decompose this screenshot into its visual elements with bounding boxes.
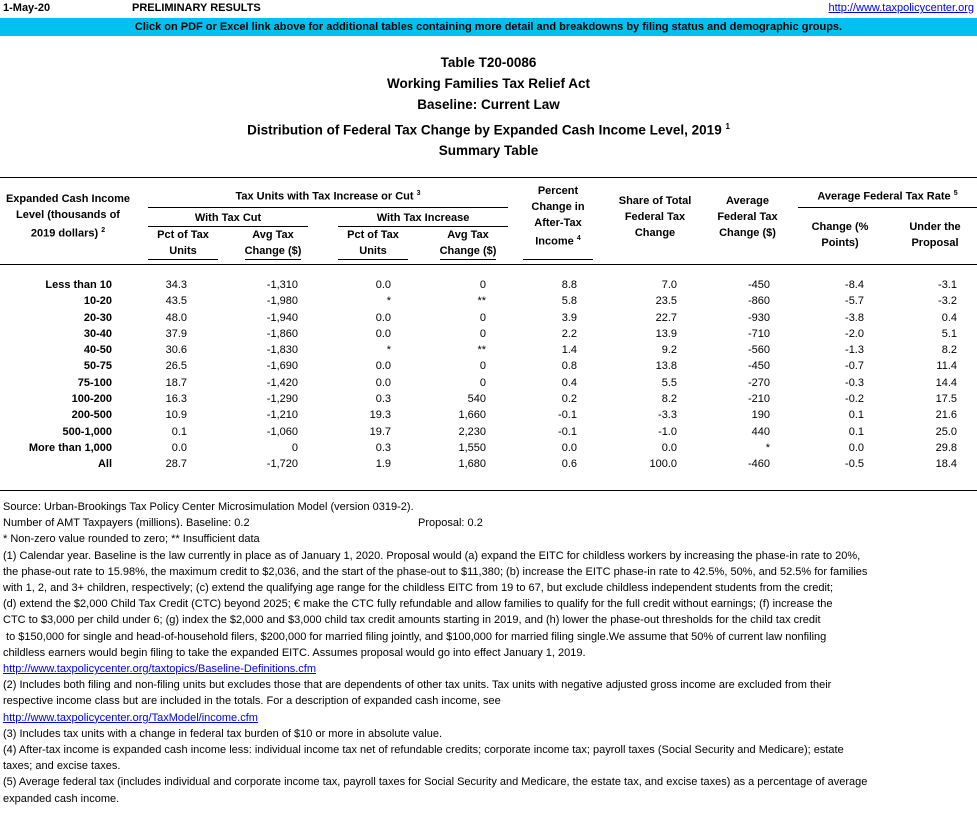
avg-change-header — [710, 193, 785, 241]
table-row — [0, 375, 957, 391]
tax-rate-header — [798, 186, 977, 205]
value-cell-rate-change: -2.0 — [845, 327, 864, 340]
tpc-home-link[interactable]: http://www.taxpolicycenter.org — [828, 2, 974, 14]
value-cell-avg-change: -450 — [747, 279, 770, 291]
note-1-line: with 1, 2, and 3+ children, respectively; (c) extend the qualifying age range for the childless EITC from 19 to 67, but exclude childless independent students from the credit; — [3, 582, 834, 595]
value-cell-share: -1.0 — [658, 425, 677, 438]
table-row — [0, 310, 957, 326]
tax-units-header — [148, 186, 508, 205]
header-text: Tax Units with Tax Increase or Cut — [235, 190, 414, 203]
value-cell-inc-pct: 1.9 — [375, 458, 391, 471]
header-text-part: Income — [535, 235, 574, 248]
value-cell-cut-pct: 30.6 — [165, 344, 187, 357]
value-cell-avg-change: -210 — [747, 393, 770, 406]
value-cell-rate-prop: 17.5 — [935, 393, 957, 406]
footnote-marker: 2 — [101, 227, 106, 234]
value-cell-share: 8.2 — [661, 393, 677, 406]
baseline-title: Baseline: Current Law — [417, 97, 560, 113]
value-cell-share: 7.0 — [661, 279, 677, 291]
summary-title: Summary Table — [438, 143, 539, 159]
header-text: Change in — [531, 201, 585, 213]
value-cell-rate-change: -3.8 — [845, 311, 864, 324]
inc-avg-header — [428, 227, 508, 260]
table-row — [0, 407, 957, 423]
value-cell-inc-pct: 0.0 — [375, 360, 391, 373]
value-cell-inc-avg: 0 — [479, 376, 486, 389]
value-cell-pct-change: 1.4 — [561, 344, 577, 357]
header-text: Pct of Tax — [347, 229, 399, 241]
value-cell-cut-avg: -1,980 — [266, 295, 298, 308]
value-cell-rate-prop: 8.2 — [941, 344, 957, 357]
value-cell-share: 22.7 — [655, 311, 677, 324]
value-cell-cut-avg: -1,720 — [266, 458, 298, 471]
value-cell-rate-prop: 18.4 — [935, 458, 957, 471]
value-cell-cut-pct: 10.9 — [165, 409, 187, 422]
table-bottom-rule — [0, 490, 977, 491]
value-cell-share: 100.0 — [649, 458, 677, 471]
value-cell-share: 13.8 — [655, 360, 677, 373]
value-cell-inc-pct: * — [386, 344, 391, 357]
value-cell-inc-pct: * — [386, 295, 391, 308]
inc-pct-header — [338, 227, 408, 259]
table-row — [0, 424, 957, 440]
income-definition-link[interactable]: http://www.taxpolicycenter.org/TaxModel/income.cfm — [3, 711, 258, 724]
value-cell-rate-prop: 14.4 — [935, 376, 957, 389]
footnote-marker: 4 — [576, 235, 581, 242]
header-text: Change (% — [811, 221, 869, 233]
income-level-cell: 200-500 — [71, 409, 112, 422]
value-cell-share: 5.5 — [661, 376, 677, 389]
value-cell-avg-change: -930 — [747, 311, 770, 324]
income-level-cell: 100-200 — [71, 393, 112, 406]
value-cell-cut-avg: -1,420 — [266, 376, 298, 389]
header-text: Proposal — [911, 237, 959, 249]
header-top-rule — [0, 177, 977, 178]
value-cell-inc-avg: 540 — [467, 393, 486, 406]
value-cell-pct-change: 0.2 — [561, 393, 577, 406]
value-cell-avg-change: 440 — [751, 425, 770, 438]
value-cell-share: 9.2 — [661, 344, 677, 357]
value-cell-cut-avg: -1,060 — [266, 425, 298, 438]
cut-avg-header — [238, 227, 308, 260]
value-cell-inc-avg: 1,660 — [458, 409, 486, 422]
value-cell-cut-pct: 18.7 — [165, 376, 187, 389]
value-cell-rate-change: -1.3 — [845, 344, 864, 357]
header-text: Units — [169, 245, 197, 257]
value-cell-rate-prop: -3.2 — [938, 295, 957, 308]
table-row — [0, 342, 957, 358]
value-cell-inc-avg: 1,550 — [458, 441, 486, 454]
value-cell-inc-avg: ** — [477, 344, 486, 357]
note-1-line: the phase-out rate to 15.98%, the maximum credit to $2,036, and the start of the phase-out to $11,380; (b) increase the EITC phase-in rate to 42.5%, 50%, and 52.5% for families — [3, 565, 868, 578]
value-cell-inc-pct: 0.3 — [375, 393, 391, 406]
header-bottom-rule — [0, 264, 977, 265]
tax-rate-rule — [798, 207, 977, 208]
info-banner: Click on PDF or Excel link above for additional tables containing more detail and breakdowns by filing status and demographic groups. — [0, 18, 977, 36]
value-cell-cut-avg: 0 — [291, 441, 298, 454]
value-cell-pct-change: 8.8 — [561, 279, 577, 291]
cut-pct-rule — [148, 259, 218, 260]
share-header — [605, 193, 705, 241]
table-row — [0, 293, 957, 309]
income-level-header — [0, 191, 136, 242]
rate-change-header — [800, 219, 880, 251]
header-text: Federal Tax — [624, 211, 686, 223]
value-cell-cut-pct: 26.5 — [165, 360, 187, 373]
with-increase-header: With Tax Increase — [376, 212, 470, 224]
value-cell-pct-change: 2.2 — [561, 327, 577, 340]
table-row — [0, 391, 957, 407]
value-cell-cut-avg: -1,940 — [266, 311, 298, 324]
header-text: Change ($) — [440, 243, 497, 260]
note-1-line: CTC to $3,000 per child under 6; (g) index the $2,000 and $3,000 child tax credit amounts starting in 2019, and (h) lower the phase-out thresholds for the child tax credit — [3, 614, 821, 627]
header-text: Pct of Tax — [157, 229, 209, 241]
table-titles — [0, 52, 977, 162]
value-cell-pct-change: 0.0 — [561, 441, 577, 454]
note-4-line: (4) After-tax income is expanded cash income less: individual income tax net of refundable credits; corporate income tax; payroll taxes (Social Security and Medicare); estate — [3, 744, 844, 757]
value-cell-rate-change: -0.2 — [845, 393, 864, 406]
value-cell-pct-change: -0.1 — [558, 425, 577, 438]
value-cell-cut-pct: 48.0 — [165, 311, 187, 324]
value-cell-rate-change: -0.7 — [845, 360, 864, 373]
value-cell-rate-change: 0.1 — [848, 409, 864, 422]
symbol-legend: * Non-zero value rounded to zero; ** Insufficient data — [3, 533, 260, 546]
header-text: Change ($) — [245, 243, 302, 260]
income-level-cell: Less than 10 — [45, 279, 112, 291]
value-cell-rate-change: -0.5 — [845, 458, 864, 471]
value-cell-avg-change: * — [765, 441, 770, 454]
note-2-line: respective income class but are included in the totals. For a description of expanded cash income, see — [3, 695, 501, 708]
table-row — [0, 440, 957, 456]
value-cell-share: 0.0 — [661, 441, 677, 454]
note-1-line: (1) Calendar year. Baseline is the law currently in place as of January 1, 2020. Proposal would (a) expand the EITC for childless workers by increasing the phase-in rate to 20%, — [3, 549, 861, 562]
table-row — [0, 456, 957, 472]
header-text: Percent — [537, 185, 579, 197]
value-cell-inc-pct: 0.0 — [375, 327, 391, 340]
value-cell-rate-change: -0.3 — [845, 376, 864, 389]
value-cell-cut-pct: 28.7 — [165, 458, 187, 471]
note-1-line: (d) extend the $2,000 Child Tax Credit (CTC) beyond 2025; € make the CTC fully refundable and allow families to qualify for the full credit without earnings; (f) increase the — [3, 598, 833, 611]
footnote-marker: 5 — [953, 190, 958, 197]
pct-change-rule — [523, 259, 593, 260]
table-row — [0, 326, 957, 342]
value-cell-inc-avg: 0 — [479, 279, 486, 291]
value-cell-rate-change: -5.7 — [845, 295, 864, 308]
report-date: 1-May-20 — [3, 2, 51, 14]
header-text: Change ($) — [719, 227, 776, 239]
pct-change-header — [523, 183, 593, 250]
value-cell-inc-pct: 0.0 — [375, 376, 391, 389]
value-cell-avg-change: 190 — [751, 409, 770, 422]
value-cell-rate-prop: 21.6 — [935, 409, 957, 422]
baseline-definitions-link[interactable]: http://www.taxpolicycenter.org/taxtopics/Baseline-Definitions.cfm — [3, 663, 317, 676]
value-cell-pct-change: 0.8 — [561, 360, 577, 373]
header-text: Points) — [821, 237, 859, 249]
note-2-line: (2) Includes both filing and non-filing units but excludes those that are dependents of other tax units. Tax units with negative adjusted gross income are excluded from their — [3, 679, 832, 692]
value-cell-inc-pct: 0.0 — [375, 279, 391, 291]
note-4-line: taxes; and excise taxes. — [3, 760, 121, 773]
note-3: (3) Includes tax units with a change in federal tax burden of $10 or more in absolute value. — [3, 727, 443, 740]
value-cell-share: -3.3 — [658, 409, 677, 422]
footnote-marker: 3 — [416, 190, 421, 197]
income-level-cell: 50-75 — [83, 360, 112, 373]
note-5-line: (5) Average federal tax (includes individual and corporate income tax, payroll taxes for Social Security and Medicare, the estate tax, and excise taxes) as a percentage of average — [3, 776, 868, 789]
value-cell-cut-pct: 0.1 — [171, 425, 187, 438]
distribution-title-text: Distribution of Federal Tax Change by Expanded Cash Income Level, 2019 — [247, 122, 722, 138]
value-cell-avg-change: -450 — [747, 360, 770, 373]
amt-baseline: Number of AMT Taxpayers (millions). Baseline: 0.2 — [3, 517, 250, 530]
value-cell-pct-change: 0.6 — [561, 458, 577, 471]
value-cell-cut-avg: -1,210 — [266, 409, 298, 422]
note-1-line: childless earners would begin filing to take the expanded EITC. Assumes proposal would go into effect January 1, 2019. — [3, 646, 586, 659]
value-cell-rate-change: 0.1 — [848, 425, 864, 438]
value-cell-rate-change: -8.4 — [845, 279, 864, 291]
value-cell-share: 13.9 — [655, 327, 677, 340]
value-cell-avg-change: -710 — [747, 327, 770, 340]
value-cell-rate-prop: 5.1 — [941, 327, 957, 340]
table-row — [0, 358, 957, 374]
distribution-title — [0, 116, 977, 141]
amt-proposal: Proposal: 0.2 — [418, 517, 483, 530]
amt-note — [3, 515, 975, 531]
act-name: Working Families Tax Relief Act — [386, 76, 591, 92]
value-cell-rate-prop: 11.4 — [936, 360, 957, 373]
table-row — [0, 277, 957, 293]
header-text: Level (thousands of — [16, 209, 120, 221]
value-cell-inc-pct: 19.3 — [369, 409, 391, 422]
header-text-part: 2019 dollars) — [30, 227, 99, 240]
value-cell-inc-pct: 0.0 — [375, 311, 391, 324]
income-level-cell: 30-40 — [83, 327, 112, 340]
with-cut-header: With Tax Cut — [194, 212, 262, 224]
footnotes — [3, 499, 975, 807]
income-level-cell: All — [97, 458, 112, 471]
header-text: Change — [634, 227, 676, 239]
value-cell-avg-change: -270 — [747, 376, 770, 389]
value-cell-pct-change: 5.8 — [561, 295, 577, 308]
footnote-marker: 1 — [725, 121, 730, 131]
value-cell-inc-avg: 0 — [479, 311, 486, 324]
value-cell-cut-avg: -1,830 — [266, 344, 298, 357]
value-cell-cut-pct: 0.0 — [171, 441, 187, 454]
top-bar — [0, 0, 977, 18]
value-cell-cut-avg: -1,310 — [266, 279, 298, 291]
note-1-line: to $150,000 for single and head-of-household filers, $200,000 for married filing jointly, and $100,000 for married filing single.We assume that 50% of current law nonfiling — [3, 630, 827, 643]
header-text: Under the — [909, 221, 961, 233]
value-cell-rate-prop: 29.8 — [935, 441, 957, 454]
value-cell-rate-prop: -3.1 — [938, 279, 957, 291]
value-cell-avg-change: -860 — [747, 295, 770, 308]
value-cell-rate-prop: 25.0 — [935, 425, 957, 438]
value-cell-avg-change: -460 — [747, 458, 770, 471]
header-text: Average Federal Tax Rate — [817, 190, 951, 203]
header-text — [0, 223, 136, 242]
value-cell-cut-pct: 16.3 — [165, 393, 187, 406]
value-cell-cut-pct: 37.9 — [165, 327, 187, 340]
value-cell-share: 23.5 — [655, 295, 677, 308]
income-level-cell: 10-20 — [83, 295, 112, 308]
value-cell-cut-pct: 43.5 — [165, 295, 187, 308]
value-cell-inc-avg: 0 — [479, 327, 486, 340]
note-5-line: expanded cash income. — [3, 792, 120, 805]
summary-table — [0, 277, 957, 473]
value-cell-inc-pct: 0.3 — [375, 441, 391, 454]
table-id: Table T20-0086 — [440, 55, 537, 70]
value-cell-inc-avg: 1,680 — [458, 458, 486, 471]
inc-pct-rule — [338, 259, 408, 260]
preliminary-label: PRELIMINARY RESULTS — [132, 2, 261, 14]
cut-pct-header — [148, 227, 218, 259]
income-level-cell: 500-1,000 — [62, 425, 112, 438]
tax-units-rule — [148, 207, 508, 208]
header-text: After-Tax — [534, 217, 582, 229]
value-cell-rate-change: 0.0 — [848, 441, 864, 454]
source-note: Source: Urban-Brookings Tax Policy Center Microsimulation Model (version 0319-2). — [3, 501, 414, 513]
value-cell-cut-avg: -1,860 — [266, 327, 298, 340]
value-cell-inc-pct: 19.7 — [369, 425, 391, 438]
header-text: Units — [359, 245, 387, 257]
header-text: Average — [725, 195, 769, 207]
header-text — [523, 231, 593, 250]
value-cell-inc-avg: 0 — [479, 360, 486, 373]
value-cell-pct-change: -0.1 — [558, 409, 577, 422]
header-text: Share of Total — [618, 195, 692, 207]
income-level-cell: 75-100 — [77, 376, 112, 389]
value-cell-pct-change: 3.9 — [561, 311, 577, 324]
header-text: Avg Tax — [252, 229, 294, 241]
value-cell-cut-pct: 34.3 — [165, 279, 187, 291]
value-cell-cut-avg: -1,690 — [266, 360, 298, 373]
income-level-cell: 40-50 — [83, 344, 112, 357]
value-cell-cut-avg: -1,290 — [266, 393, 298, 406]
income-level-cell: 20-30 — [83, 311, 112, 324]
value-cell-inc-avg: 2,230 — [458, 425, 486, 438]
value-cell-avg-change: -560 — [747, 344, 770, 357]
value-cell-inc-avg: ** — [477, 295, 486, 308]
value-cell-pct-change: 0.4 — [561, 376, 577, 389]
value-cell-rate-prop: 0.4 — [941, 311, 957, 324]
header-text: Expanded Cash Income — [5, 193, 131, 205]
header-text: Federal Tax — [717, 211, 778, 223]
income-level-cell: More than 1,000 — [28, 441, 112, 454]
rate-proposal-header — [895, 219, 975, 251]
header-text: Avg Tax — [447, 229, 489, 241]
